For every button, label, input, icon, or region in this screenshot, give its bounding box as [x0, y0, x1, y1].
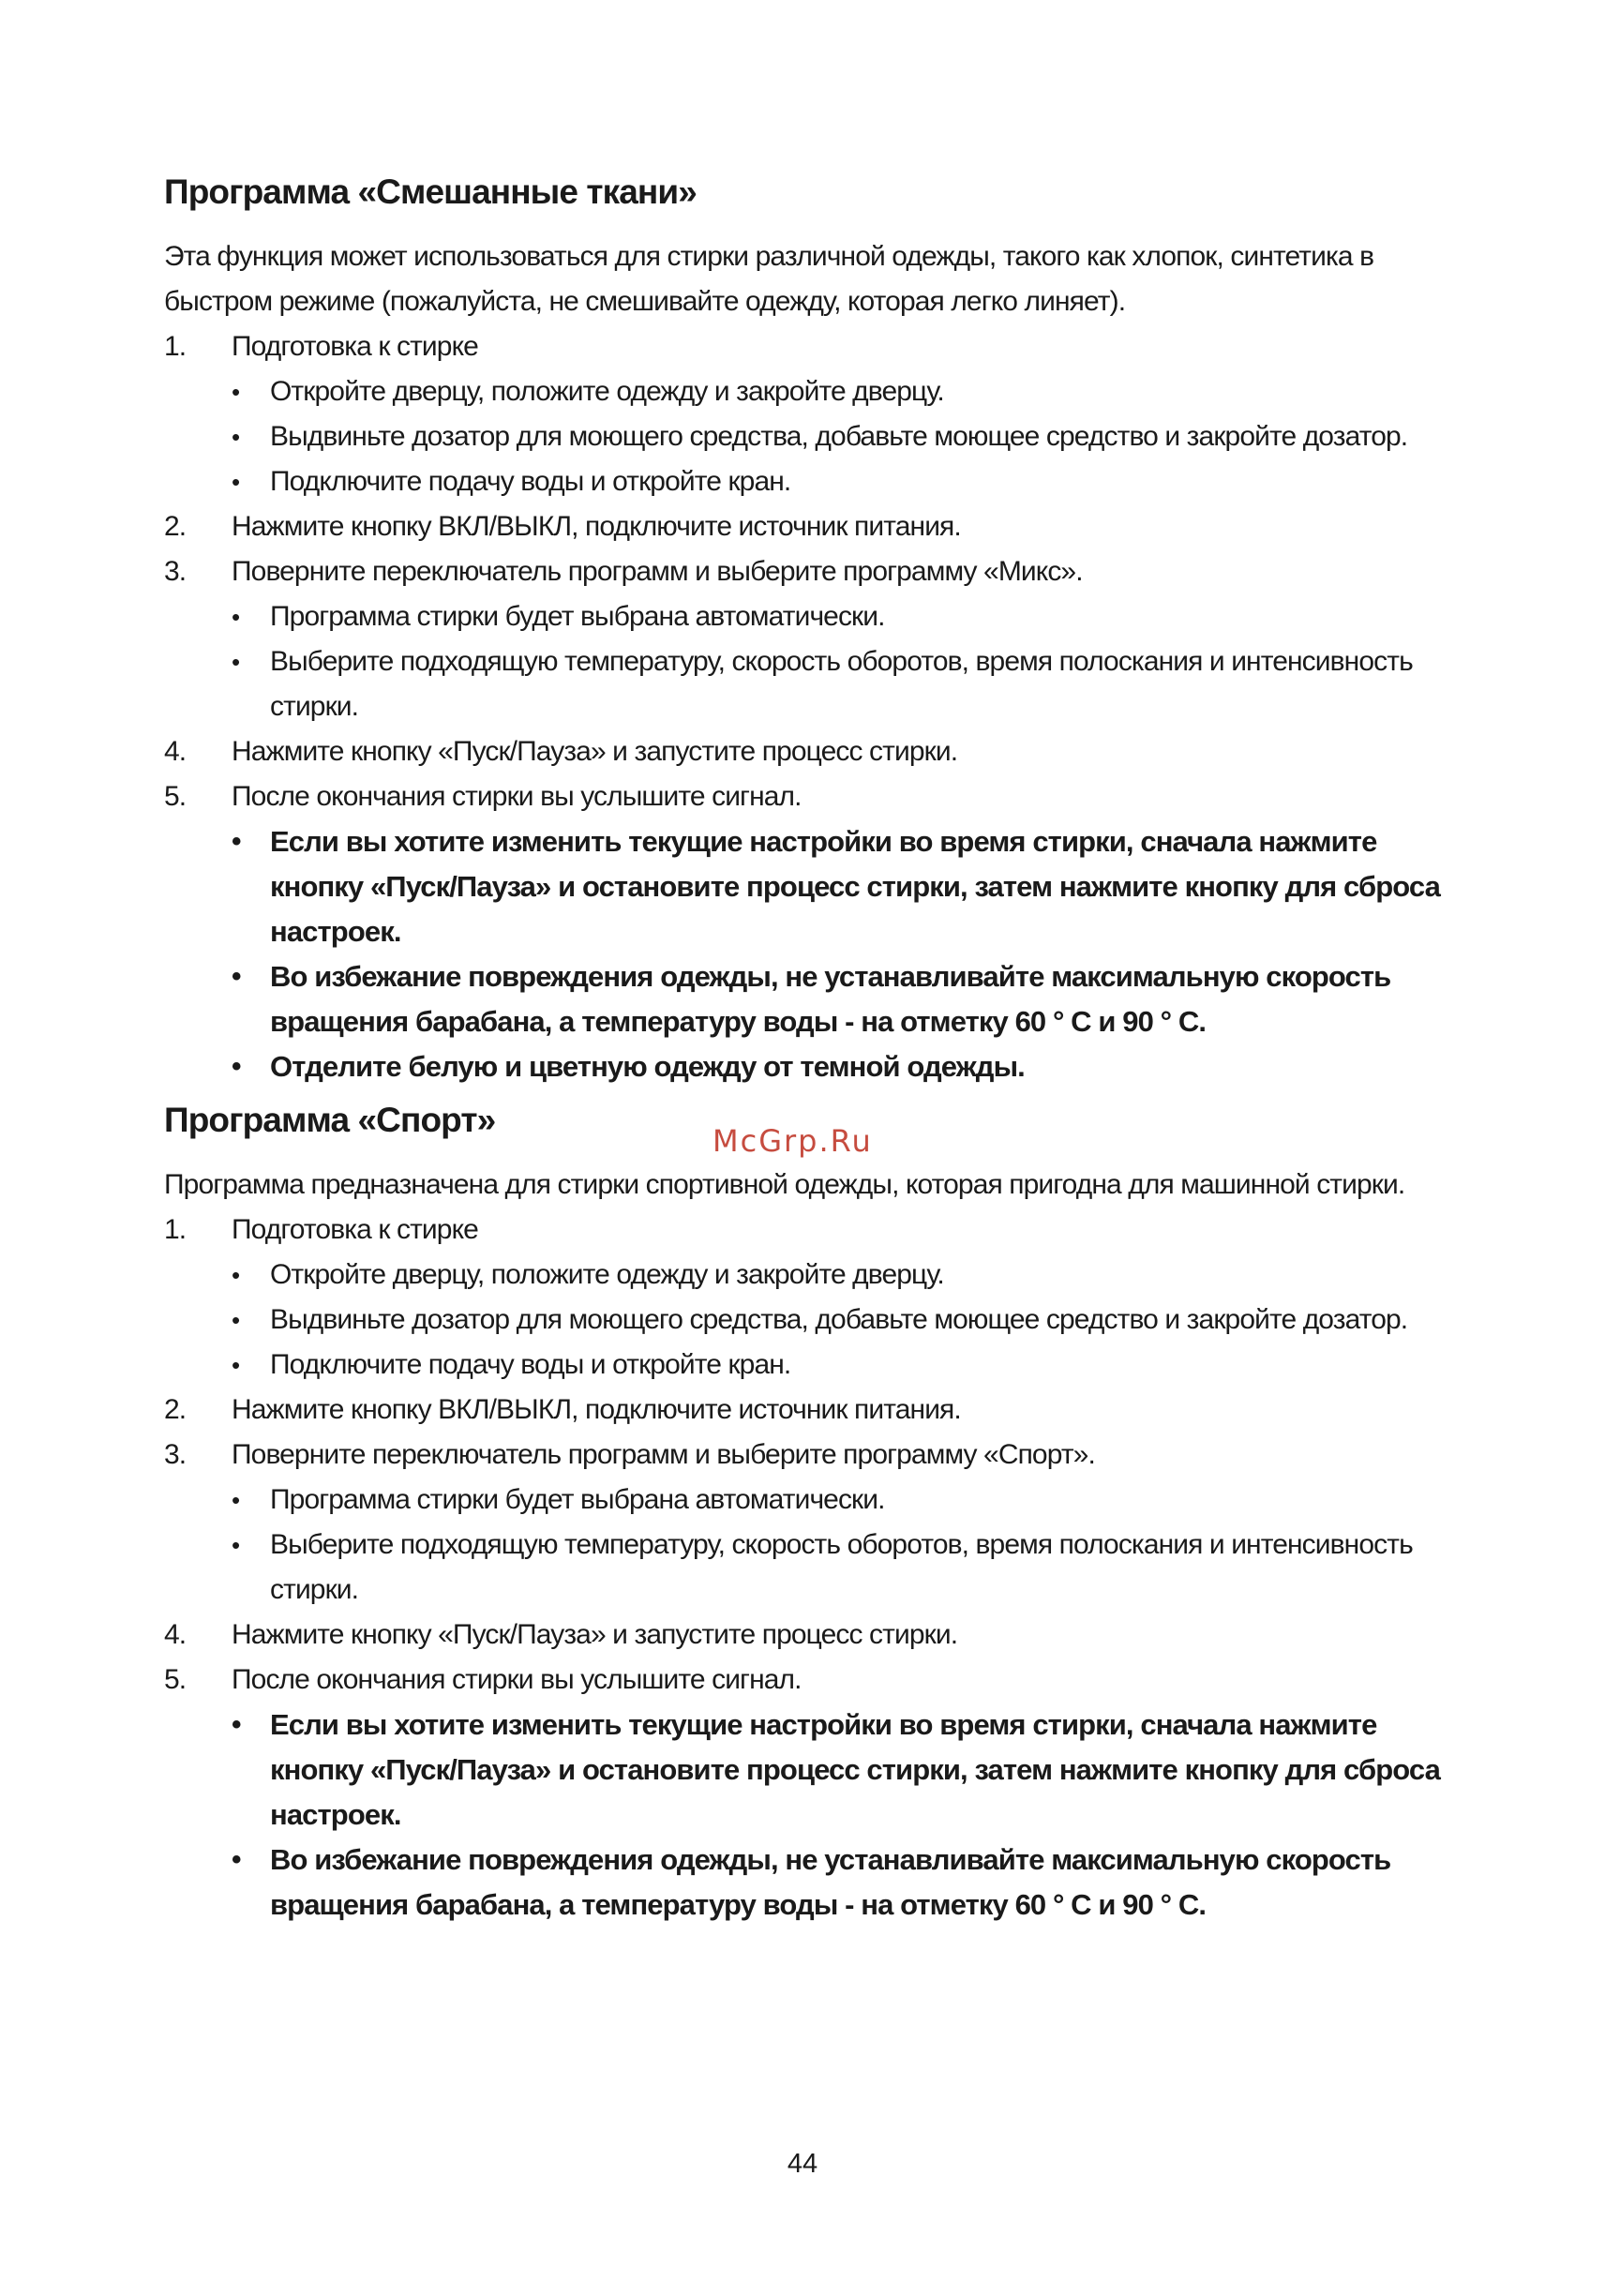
bullet-text: Программа стирки будет выбрана автоматически. [270, 1484, 885, 1515]
step-text: После окончания стирки вы услышите сигнал. [232, 1664, 802, 1695]
bullet-text: Выдвиньте дозатор для моющего средства, добавьте моющее средство и закройте дозатор. [270, 421, 1408, 452]
step-number: 5. [164, 1664, 187, 1695]
step-item [164, 1613, 1448, 1658]
bullet-icon: • [232, 1051, 241, 1082]
bullet-item [164, 1523, 1448, 1613]
warning-bullet-item [164, 954, 1448, 1044]
step-text: Поверните переключатель программ и выберите программу «Микс». [232, 556, 1083, 587]
bullet-item [164, 459, 1448, 504]
bullet-icon: • [232, 826, 241, 857]
step-number: 1. [164, 1214, 187, 1245]
bullet-icon: • [232, 603, 240, 631]
step-text: После окончания стирки вы услышите сигнал. [232, 781, 802, 812]
step-number: 1. [164, 331, 187, 362]
step-item [164, 1208, 1448, 1253]
bullet-item [164, 1253, 1448, 1298]
step-text: Поверните переключатель программ и выберите программу «Спорт». [232, 1439, 1095, 1470]
bullet-text: Откройте дверцу, положите одежду и закройте дверцу. [270, 1259, 944, 1290]
bullet-item [164, 1298, 1448, 1343]
step-text: Нажмите кнопку «Пуск/Пауза» и запустите процесс стирки. [232, 1619, 958, 1650]
steps-list-mixed-fabrics [164, 324, 1448, 1089]
step-number: 2. [164, 511, 187, 542]
step-text: Подготовка к стирке [232, 331, 478, 362]
step-item [164, 549, 1448, 594]
warning-bullet-item [164, 1044, 1448, 1089]
section-intro-sport: Программа предназначена для стирки спортивной одежды, которая пригодна для машинной стирки. [164, 1169, 1405, 1200]
step-item [164, 324, 1448, 369]
step-number: 2. [164, 1394, 187, 1425]
step-item [164, 504, 1448, 549]
step-number: 5. [164, 781, 187, 812]
bullet-item [164, 639, 1448, 729]
step-text: Подготовка к стирке [232, 1214, 478, 1245]
step-number: 3. [164, 556, 187, 587]
step-text: Нажмите кнопку «Пуск/Пауза» и запустите процесс стирки. [232, 736, 958, 767]
step-item [164, 774, 1448, 819]
page-content [164, 169, 1448, 1928]
warning-text: Отделите белую и цветную одежду от темной одежды. [270, 1050, 1025, 1083]
bullet-icon: • [232, 1486, 240, 1514]
step-text: Нажмите кнопку ВКЛ/ВЫКЛ, подключите источник питания. [232, 511, 961, 542]
bullet-icon: • [232, 1531, 240, 1559]
bullet-item [164, 594, 1448, 639]
warning-bullet-item [164, 1838, 1448, 1928]
step-item [164, 1433, 1448, 1478]
bullet-icon: • [232, 378, 240, 406]
bullet-text: Выдвиньте дозатор для моющего средства, добавьте моющее средство и закройте дозатор. [270, 1304, 1408, 1335]
bullet-icon: • [232, 1306, 240, 1334]
watermark: McGrp.Ru [712, 1123, 873, 1159]
bullet-icon: • [232, 961, 241, 992]
warning-text: Если вы хотите изменить текущие настройки во время стирки, сначала нажмите кнопку «Пуск/Пауза» и остановите процесс стирки, затем нажмите кнопку для сброса настроек. [270, 1708, 1440, 1831]
step-item [164, 1658, 1448, 1703]
bullet-item [164, 369, 1448, 414]
warning-text: Если вы хотите изменить текущие настройки во время стирки, сначала нажмите кнопку «Пуск/Пауза» и остановите процесс стирки, затем нажмите кнопку для сброса настроек. [270, 825, 1440, 948]
step-number: 4. [164, 1619, 187, 1650]
bullet-icon: • [232, 468, 240, 496]
section-title-mixed-fabrics: Программа «Смешанные ткани» [164, 173, 697, 211]
bullet-text: Выберите подходящую температуру, скорость оборотов, время полоскания и интенсивность стирки. [270, 646, 1413, 722]
bullet-text: Программа стирки будет выбрана автоматически. [270, 601, 885, 632]
bullet-text: Подключите подачу воды и откройте кран. [270, 466, 791, 497]
warning-text: Во избежание повреждения одежды, не устанавливайте максимальную скорость вращения барабана, а температуру воды - на отметку 60 ° С и 90 ° С. [270, 960, 1391, 1038]
step-number: 4. [164, 736, 187, 767]
section-title-sport: Программа «Спорт» [164, 1101, 496, 1139]
bullet-text: Выберите подходящую температуру, скорость оборотов, время полоскания и интенсивность стирки. [270, 1529, 1413, 1605]
warning-text: Во избежание повреждения одежды, не устанавливайте максимальную скорость вращения барабана, а температуру воды - на отметку 60 ° С и 90 ° С. [270, 1843, 1391, 1921]
warning-bullet-item [164, 1703, 1448, 1838]
page-number: 44 [787, 2149, 818, 2179]
step-number: 3. [164, 1439, 187, 1470]
bullet-text: Подключите подачу воды и откройте кран. [270, 1349, 791, 1380]
bullet-text: Откройте дверцу, положите одежду и закройте дверцу. [270, 376, 944, 407]
bullet-icon: • [232, 1351, 240, 1379]
bullet-icon: • [232, 423, 240, 451]
bullet-item [164, 414, 1448, 459]
bullet-item [164, 1343, 1448, 1388]
section-intro-mixed-fabrics: Эта функция может использоваться для стирки различной одежды, такого как хлопок, синтетика в быстром режиме (пожалуйста, не смешивайте одежду, которая легко линяет). [164, 241, 1374, 317]
steps-list-sport [164, 1208, 1448, 1928]
step-item [164, 1388, 1448, 1433]
warning-bullet-item [164, 819, 1448, 954]
bullet-icon: • [232, 648, 240, 676]
step-item [164, 729, 1448, 774]
bullet-icon: • [232, 1261, 240, 1289]
step-text: Нажмите кнопку ВКЛ/ВЫКЛ, подключите источник питания. [232, 1394, 961, 1425]
bullet-icon: • [232, 1709, 241, 1740]
bullet-item [164, 1478, 1448, 1523]
bullet-icon: • [232, 1844, 241, 1875]
